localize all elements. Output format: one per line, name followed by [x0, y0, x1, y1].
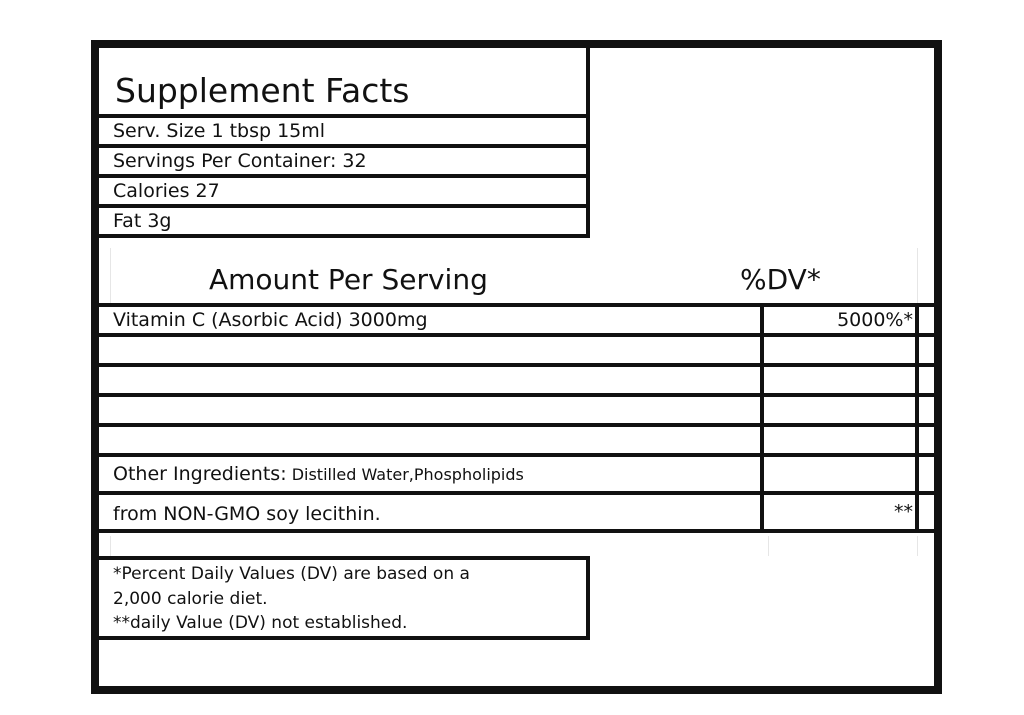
table-row — [99, 495, 934, 533]
empty-cell — [99, 397, 764, 423]
footnote-line: *Percent Daily Values (DV) are based on a — [113, 564, 470, 584]
other-ingredients-dv: ** — [768, 495, 919, 529]
footnote-line: 2,000 calorie diet. — [113, 588, 268, 609]
facts-header-box — [99, 48, 590, 238]
other-ingredients-continued: from NON-GMO soy lecithin. — [99, 495, 764, 529]
empty-cell — [768, 337, 919, 363]
footnote-box — [99, 556, 590, 640]
table-row — [99, 367, 934, 397]
empty-cell — [99, 367, 764, 393]
table-row — [99, 397, 934, 427]
other-ingredients-cell — [99, 457, 764, 491]
faint-guide-line — [917, 536, 918, 556]
empty-cell — [99, 337, 764, 363]
amount-per-serving-heading: Amount Per Serving — [209, 263, 488, 296]
calories: Calories 27 — [99, 178, 586, 208]
table-row — [99, 307, 934, 337]
nutrient-name: Vitamin C (Asorbic Acid) 3000mg — [99, 307, 764, 333]
label-title: Supplement Facts — [99, 48, 586, 118]
other-ingredients-text: Distilled Water,Phospholipids — [286, 465, 524, 484]
empty-cell — [768, 367, 919, 393]
table-row — [99, 427, 934, 457]
empty-cell — [768, 457, 919, 491]
faint-guide-line — [110, 248, 111, 303]
nutrient-table — [99, 303, 934, 533]
faint-guide-line — [917, 248, 918, 303]
empty-cell — [768, 397, 919, 423]
faint-guide-line — [110, 536, 111, 556]
serving-size: Serv. Size 1 tbsp 15ml — [99, 118, 586, 148]
empty-cell — [99, 427, 764, 453]
table-row — [99, 337, 934, 367]
fat: Fat 3g — [113, 210, 172, 232]
table-row — [99, 457, 934, 495]
nutrient-dv: 5000%* — [768, 307, 919, 333]
supplement-facts-label — [91, 40, 942, 694]
other-ingredients-label: Other Ingredients: — [113, 463, 287, 485]
empty-cell — [768, 427, 919, 453]
footnote-line: **daily Value (DV) not established. — [113, 613, 408, 634]
servings-per-container: Servings Per Container: 32 — [99, 148, 586, 178]
daily-value-heading: %DV* — [740, 263, 821, 296]
faint-guide-line — [768, 536, 769, 556]
